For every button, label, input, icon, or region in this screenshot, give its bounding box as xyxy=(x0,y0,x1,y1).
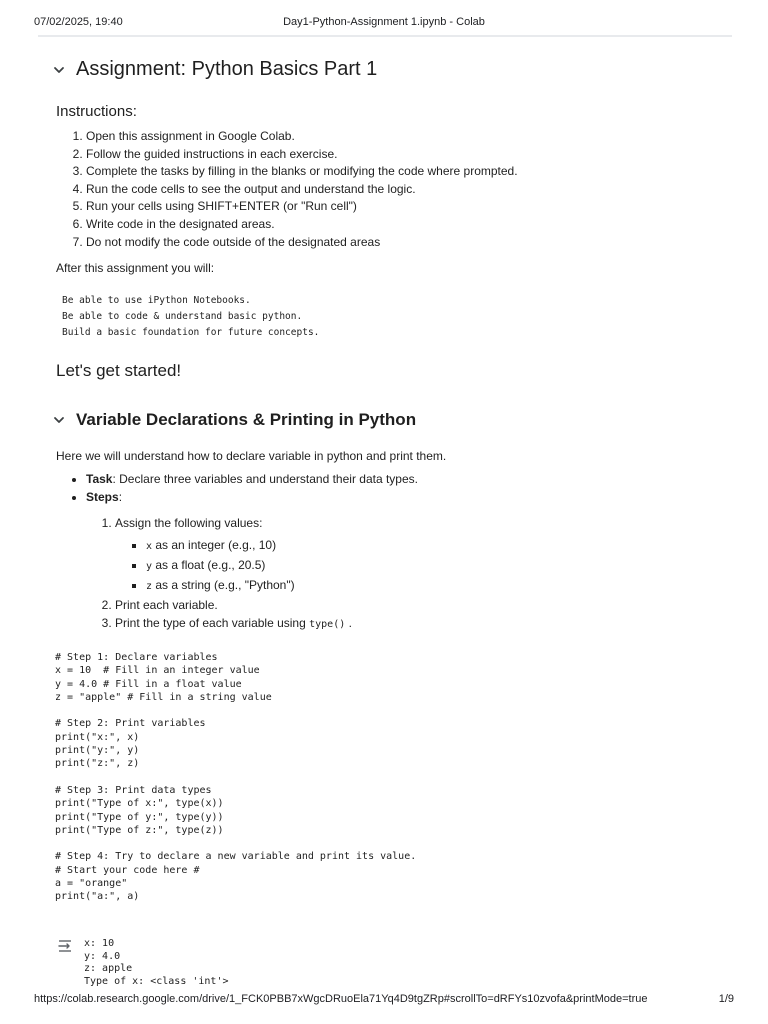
task-label: Task xyxy=(86,472,113,486)
instructions-heading: Instructions: xyxy=(56,103,137,120)
outcome-line: Be able to code & understand basic python. xyxy=(62,311,303,322)
section-intro: Here we will understand how to declare variable in python and print them. xyxy=(56,449,447,463)
task-text: : Declare three variables and understand their data types. xyxy=(112,472,418,486)
task-item xyxy=(86,470,418,488)
values-list xyxy=(116,536,295,596)
section-heading-assignment[interactable] xyxy=(50,58,377,81)
code-cell-output: x: 10 y: 4.0 z: apple Type of x: <class 'int'> xyxy=(84,938,229,987)
section-title: Variable Declarations & Printing in Python xyxy=(76,410,417,429)
step3-post: . xyxy=(345,616,352,630)
section-heading-variables[interactable] xyxy=(50,410,416,430)
print-header xyxy=(0,0,768,36)
var-name: z xyxy=(146,581,153,592)
output-toggle-icon[interactable] xyxy=(57,939,75,953)
notebook-content xyxy=(0,36,768,991)
value-desc: as a float (e.g., 20.5) xyxy=(152,558,266,572)
list-item: 2. Follow the guided instructions in each exercise. xyxy=(86,146,518,164)
step-item xyxy=(115,614,352,634)
print-footer xyxy=(0,992,768,1012)
after-text: After this assignment you will: xyxy=(56,261,215,275)
steps-label: Steps xyxy=(86,490,119,504)
value-item xyxy=(146,536,295,556)
step-item: 1. Assign the following values: xyxy=(115,514,262,532)
steps-list xyxy=(86,514,262,532)
value-desc: as a string (e.g., "Python") xyxy=(152,578,295,592)
value-desc: as an integer (e.g., 10) xyxy=(152,538,277,552)
steps-item xyxy=(86,488,418,506)
chevron-down-icon[interactable] xyxy=(50,61,68,79)
var-name: x xyxy=(146,541,153,552)
value-item xyxy=(146,576,295,596)
instructions-list xyxy=(56,128,518,251)
section-title: Assignment: Python Basics Part 1 xyxy=(76,58,378,80)
list-item: 7. Do not modify the code outside of the designated areas xyxy=(86,234,518,252)
outcome-line: Build a basic foundation for future concepts. xyxy=(62,327,320,338)
steps-list-continued xyxy=(86,596,352,634)
lets-start-heading: Let's get started! xyxy=(56,361,182,380)
outcomes-block xyxy=(62,293,319,341)
list-item: 4. Run the code cells to see the output and understand the logic. xyxy=(86,181,518,199)
step-item: 2. Print each variable. xyxy=(115,596,352,614)
page-url: https://colab.research.google.com/drive/1_FCK0PBB7xWgcDRuoEla71Yq4D9tgZRp#scrollTo=dRFYs10zvofa&printMode=true xyxy=(34,993,648,1005)
list-item: 5. Run your cells using SHIFT+ENTER (or "Run cell") xyxy=(86,198,518,216)
task-list xyxy=(56,470,418,506)
inline-code: type() xyxy=(309,619,346,630)
outcome-line: Be able to use iPython Notebooks. xyxy=(62,295,251,306)
list-item: 3. Complete the tasks by filling in the blanks or modifying the code where prompted. xyxy=(86,163,518,181)
print-date: 07/02/2025, 19:40 xyxy=(34,16,123,28)
step3-text: Print the type of each variable using xyxy=(115,616,310,630)
list-item: 1. Open this assignment in Google Colab. xyxy=(86,128,518,146)
document-title: Day1-Python-Assignment 1.ipynb - Colab xyxy=(283,16,485,28)
var-name: y xyxy=(146,561,153,572)
page-number: 1/9 xyxy=(718,993,734,1005)
list-item: 6. Write code in the designated areas. xyxy=(86,216,518,234)
value-item xyxy=(146,556,295,576)
chevron-down-icon[interactable] xyxy=(50,411,68,429)
steps-colon: : xyxy=(118,490,123,504)
code-cell-source[interactable]: # Step 1: Declare variables x = 10 # Fill in an integer value y = 4.0 # Fill in a float value z = "apple" # Fill in a string value # Step 2: Print variables print("x:", x) print("y:", y) print("z:", z) # Step 3: Print data types print("Type of x:", type(x)) print("Type of y:", type(y)) print("Type of z:", type(z)) # Step 4: Try to declare a new variable and print its value. # Start your code here # a = "orange" print("a:", a) xyxy=(55,652,417,903)
